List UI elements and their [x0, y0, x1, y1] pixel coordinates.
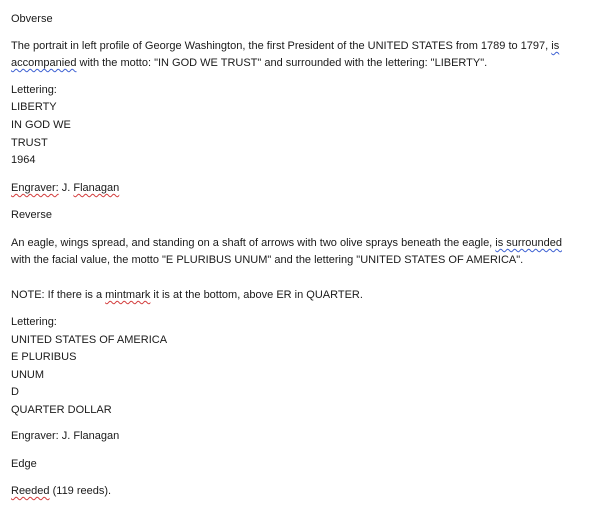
reverse-description-part: An eagle, wings spread, and standing on a shaft of arrows with two olive sprays beneath the eagle,	[11, 237, 496, 249]
obverse-description	[11, 38, 583, 72]
edge-heading: Edge	[11, 458, 37, 470]
obverse-engraver-label: Engraver:	[11, 182, 59, 194]
reverse-lettering-line: UNITED STATES OF AMERICA	[11, 334, 168, 346]
reverse-engraver: Engraver: J. Flanagan	[11, 430, 120, 442]
edge-description	[11, 484, 111, 498]
obverse-lettering-line: 1964	[11, 154, 36, 166]
reverse-note-part: NOTE: If there is a	[11, 289, 106, 301]
obverse-engraver-surname: Flanagan	[73, 182, 120, 194]
reverse-description	[11, 235, 583, 269]
obverse-lettering-line: IN GOD WE	[11, 119, 71, 131]
reverse-description-part: with the facial value, the motto "E PLURIBUS UNUM" and the lettering "UNITED STATES OF AMERICA".	[11, 254, 524, 266]
reverse-note-flagged: mintmark	[105, 289, 151, 301]
obverse-description-flagged: is accompanied	[11, 40, 560, 69]
reverse-lettering-line: UNUM	[11, 369, 44, 381]
reverse-heading: Reverse	[11, 209, 52, 221]
reverse-lettering-label: Lettering:	[11, 316, 57, 328]
reverse-lettering-line: QUARTER DOLLAR	[11, 404, 112, 416]
obverse-lettering-line: LIBERTY	[11, 101, 57, 113]
obverse-description-part: The portrait in left profile of George Washington, the first President of the UNITED STATES from 1789 to 1797,	[11, 40, 552, 52]
reverse-description-flagged: is surrounded	[495, 237, 562, 249]
obverse-lettering-line: TRUST	[11, 137, 48, 149]
reverse-note	[11, 288, 363, 302]
edge-description-part: (119 reeds).	[49, 485, 112, 497]
reverse-lettering-line: E PLURIBUS	[11, 351, 77, 363]
reverse-note-part: it is at the bottom, above ER in QUARTER.	[150, 289, 363, 301]
obverse-engraver	[11, 181, 119, 195]
obverse-engraver-name: J.	[58, 182, 74, 194]
obverse-lettering-label: Lettering:	[11, 84, 57, 96]
obverse-heading: Obverse	[11, 13, 53, 25]
reverse-lettering-line: D	[11, 386, 19, 398]
obverse-description-part: with the motto: "IN GOD WE TRUST" and surrounded with the lettering: "LIBERTY".	[76, 57, 488, 69]
edge-description-flagged: Reeded	[11, 485, 50, 497]
